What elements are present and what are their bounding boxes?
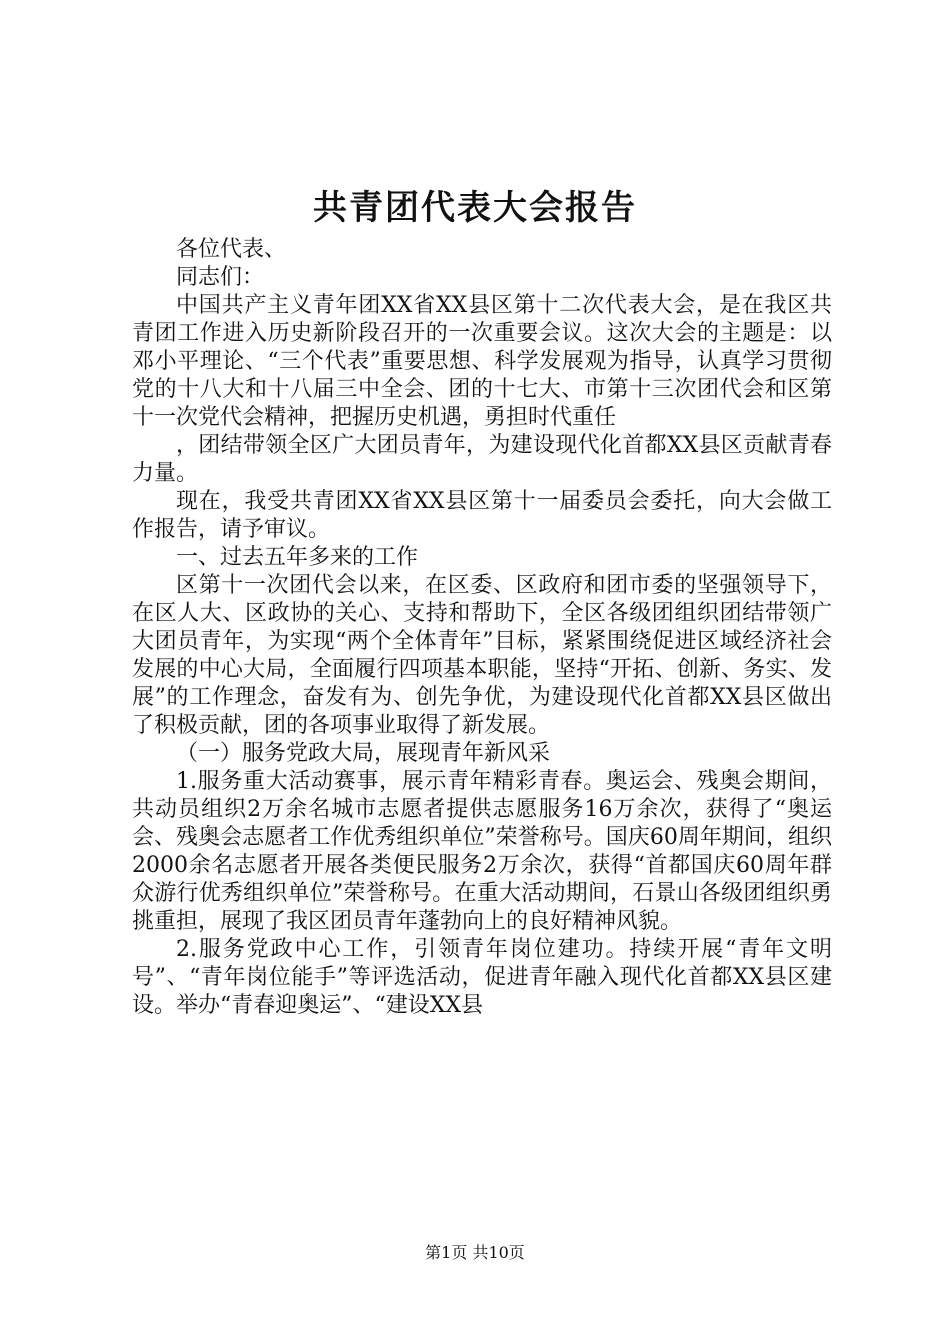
section-heading-past-work: 一、过去五年多来的工作 <box>176 545 419 570</box>
paragraph-major-events: 1.服务重大活动赛事，展示青年精彩青春。奥运会、残奥会期间，共动员组织2万余名城市志愿者提供志愿服务16万余次，获得了“奥运会、残奥会志愿者工作优秀组织单位”荣誉称号。国庆60周年期间，组织2000余名志愿者开展各类便民服务2万余次，获得“首都国庆60周年群众游行优秀组织单位”荣誉称号。在重大活动期间，石景山各级团组织勇挑重担，展现了我区团员青年蓬勃向上的良好精神风貌。 <box>132 769 832 934</box>
paragraph-intro-continued: ，团结带领全区广大团员青年，为建设现代化首都XX县区贡献青春力量。 <box>132 433 832 486</box>
subsection-heading-serve-party: （一）服务党政大局，展现青年新风采 <box>176 741 551 766</box>
document-title: 共青团代表大会报告 <box>313 188 637 228</box>
paragraph-central-work: 2.服务党政中心工作，引领青年岗位建功。持续开展“青年文明号”、“青年岗位能手”等评选活动，促进青年融入现代化首都XX县区建设。举办“青春迎奥运”、“建设XX县 <box>132 937 832 1018</box>
salutation-comrades: 同志们： <box>176 265 265 290</box>
paragraph-report-entrust: 现在，我受共青团XX省XX县区第十一届委员会委托，向大会做工作报告，请予审议。 <box>132 489 832 542</box>
paragraph-past-work: 区第十一次团代会以来，在区委、区政府和团市委的坚强领导下，在区人大、区政协的关心、支持和帮助下，全区各级团组织团结带领广大团员青年，为实现“两个全体青年”目标，紧紧围绕促进区域经济社会发展的中心大局，全面履行四项基本职能，坚持“开拓、创新、务实、发展”的工作理念，奋发有为、创先争优，为建设现代化首都XX县区做出了积极贡献，团的各项事业取得了新发展。 <box>132 573 832 738</box>
page-number-footer: 第1页 共10页 <box>425 1243 525 1262</box>
document-body <box>132 236 832 1020</box>
paragraph-intro: 中国共产主义青年团XX省XX县区第十二次代表大会，是在我区共青团工作进入历史新阶段召开的一次重要会议。这次大会的主题是：以邓小平理论、“三个代表”重要思想、科学发展观为指导，认真学习贯彻党的十八大和十八届三中全会、团的十七大、市第十三次团代会和区第十一次党代会精神，把握历史机遇，勇担时代重任 <box>132 293 832 430</box>
salutation-representatives: 各位代表、 <box>176 237 287 262</box>
